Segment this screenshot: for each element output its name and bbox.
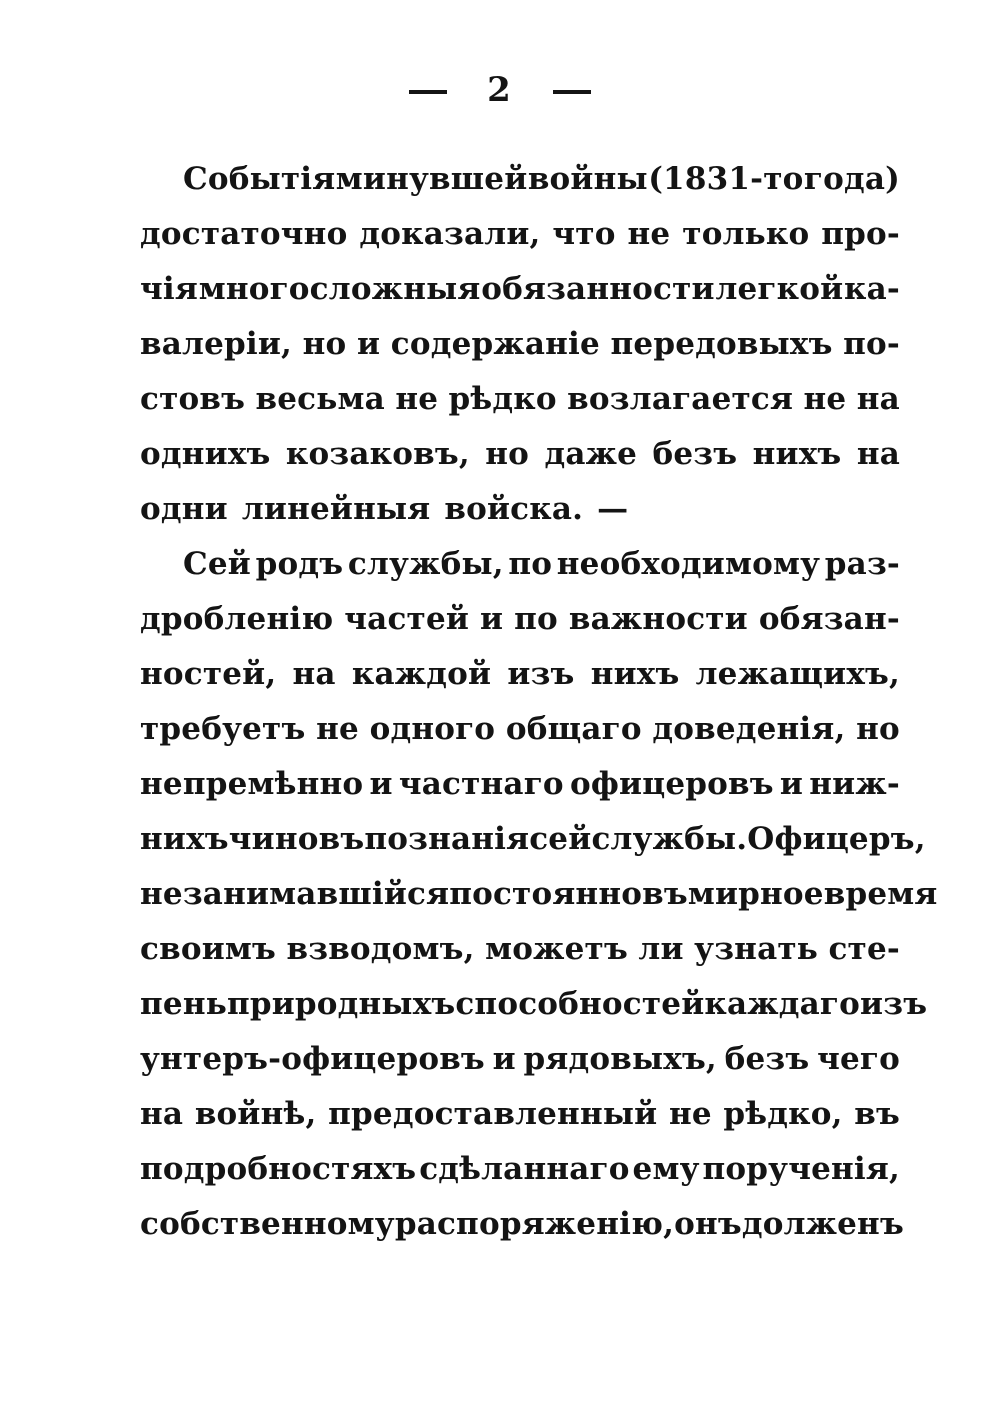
word: но: [485, 436, 530, 472]
word: по: [514, 601, 558, 637]
word: время: [823, 876, 938, 912]
word: не: [668, 1096, 712, 1132]
word: изъ: [507, 656, 575, 692]
text-line: [140, 702, 900, 757]
word: и: [492, 1041, 516, 1077]
text-line: [140, 262, 900, 317]
word: сдѣланнаго: [419, 1151, 630, 1187]
word: на: [856, 381, 900, 417]
word: линейныя: [241, 491, 431, 527]
word: необходимому: [556, 546, 821, 582]
word: рѣдко,: [723, 1096, 843, 1132]
word: ему: [632, 1151, 700, 1187]
word: многосложныя: [198, 271, 481, 307]
word: нихъ: [752, 436, 842, 472]
word: общаго: [505, 711, 642, 747]
text-line: [140, 1032, 900, 1087]
word: козаковъ,: [285, 436, 470, 472]
word: офицеровъ: [569, 766, 774, 802]
word: подробностяхъ: [140, 1151, 417, 1187]
word: войска.: [444, 491, 584, 527]
word: чиновъ: [228, 821, 365, 857]
word: однихъ: [140, 436, 271, 472]
word: лежащихъ,: [695, 656, 900, 692]
word: долженъ: [741, 1206, 904, 1242]
text-line: [140, 647, 900, 702]
text-line: [140, 922, 900, 977]
word: службы.: [591, 821, 748, 857]
word: достаточно: [140, 216, 348, 252]
word: ли: [638, 931, 684, 967]
word: безъ: [652, 436, 738, 472]
word: чія: [140, 271, 198, 307]
word: раз-: [824, 546, 900, 582]
text-line: [140, 372, 900, 427]
word: онъ: [674, 1206, 742, 1242]
word: Офицеръ,: [747, 821, 926, 857]
text-line: [140, 537, 900, 592]
word: доказали,: [359, 216, 541, 252]
word: дробленію: [140, 601, 334, 637]
page-number: 2: [487, 70, 513, 110]
word: и: [480, 601, 504, 637]
word: собственному: [140, 1206, 395, 1242]
word: каждаго: [704, 986, 861, 1022]
word: возлагается: [567, 381, 794, 417]
word: весьма: [255, 381, 385, 417]
word: только: [682, 216, 810, 252]
word: порученія,: [702, 1151, 900, 1187]
word: взводомъ,: [286, 931, 475, 967]
word: одни: [140, 491, 228, 527]
word: важности: [568, 601, 748, 637]
text-line: [140, 867, 938, 922]
word: безъ: [724, 1041, 810, 1077]
word: пень: [140, 986, 227, 1022]
word: ка-: [844, 271, 900, 307]
word: познанія: [364, 821, 530, 857]
word: изъ: [860, 986, 928, 1022]
word: по-: [843, 326, 900, 362]
word: узнать: [694, 931, 819, 967]
word: передовыхъ: [610, 326, 833, 362]
text-line: [140, 1197, 904, 1252]
word: не: [803, 381, 847, 417]
word: постоянно: [449, 876, 643, 912]
word: минувшей: [335, 161, 528, 197]
text-line: [140, 152, 900, 207]
word: унтеръ-офицеровъ: [140, 1041, 485, 1077]
word: на: [140, 1096, 184, 1132]
word: сей: [529, 821, 592, 857]
text-line: [140, 592, 900, 647]
text-line: [140, 482, 900, 537]
word: Сей: [183, 546, 251, 582]
word: стовъ: [140, 381, 246, 417]
word: на: [292, 656, 336, 692]
word: легкой: [715, 271, 844, 307]
word: ниж-: [809, 766, 900, 802]
word: на: [856, 436, 900, 472]
word: требуетъ: [140, 711, 306, 747]
word: одного: [369, 711, 496, 747]
word: каждой: [351, 656, 492, 692]
word: но: [302, 326, 347, 362]
word: частнаго: [398, 766, 564, 802]
word: чего: [817, 1041, 900, 1077]
header-dash-right: [553, 90, 591, 94]
text-line: [140, 317, 900, 372]
word: валеріи,: [140, 326, 293, 362]
word: доведенія,: [652, 711, 846, 747]
word: въ: [642, 876, 688, 912]
word: про-: [821, 216, 900, 252]
word: даже: [544, 436, 638, 472]
word: частей: [344, 601, 470, 637]
word: своимъ: [140, 931, 276, 967]
word: сте-: [828, 931, 900, 967]
word: обязан-: [758, 601, 900, 637]
word: и: [779, 766, 804, 802]
word: предоставленный: [328, 1096, 658, 1132]
word: не: [395, 381, 439, 417]
text-line: [140, 1087, 900, 1142]
word: мирное: [687, 876, 824, 912]
word: рядовыхъ,: [523, 1041, 717, 1077]
word: Событія: [183, 161, 336, 197]
page-number-header: [0, 70, 1000, 110]
word: рѣдко: [448, 381, 557, 417]
word: по: [508, 546, 553, 582]
word: природныхъ: [226, 986, 456, 1022]
word: можетъ: [485, 931, 628, 967]
word: нихъ: [590, 656, 680, 692]
word: года): [803, 161, 900, 197]
word: родъ: [255, 546, 344, 582]
text-line: [140, 1142, 900, 1197]
word: не: [316, 711, 359, 747]
word: распоряженію,: [394, 1206, 675, 1242]
word: занимавшійся: [182, 876, 450, 912]
word: въ: [854, 1096, 900, 1132]
word: содержаніе: [390, 326, 600, 362]
word: (1831-то: [648, 161, 804, 197]
word: обязанности: [481, 271, 715, 307]
word: непремѣнно: [140, 766, 364, 802]
header-dash-left: [409, 90, 447, 94]
body-text: [140, 152, 938, 1252]
word: но: [856, 711, 900, 747]
word: нихъ: [140, 821, 229, 857]
text-line: [140, 757, 900, 812]
word: и: [369, 766, 393, 802]
word: службы,: [347, 546, 504, 582]
word: что: [552, 216, 616, 252]
word: войны: [527, 161, 648, 197]
word: не: [140, 876, 183, 912]
word: войнѣ,: [194, 1096, 317, 1132]
word: способностей: [455, 986, 705, 1022]
text-line: [140, 207, 900, 262]
word: и: [356, 326, 381, 362]
word: не: [627, 216, 671, 252]
text-line: [140, 977, 928, 1032]
text-line: [140, 812, 926, 867]
word: ностей,: [140, 656, 277, 692]
text-line: [140, 427, 900, 482]
word: —: [597, 491, 629, 527]
